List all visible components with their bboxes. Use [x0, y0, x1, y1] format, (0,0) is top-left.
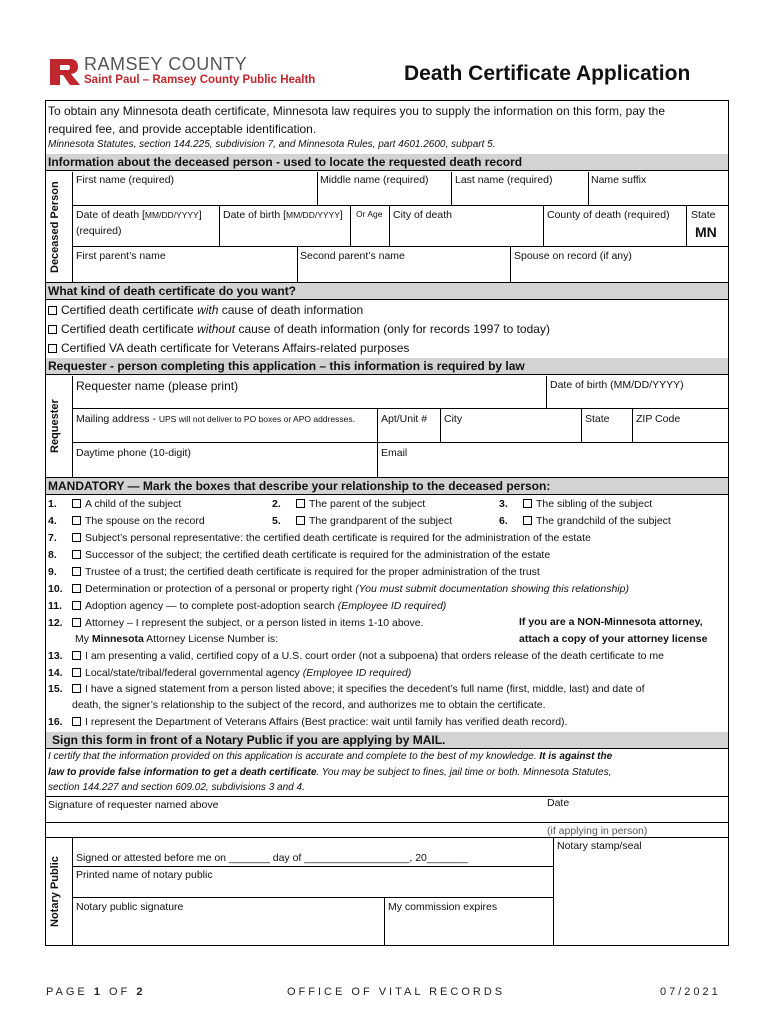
kind-option-with-cause[interactable] [48, 303, 363, 317]
checkbox-icon[interactable] [72, 668, 81, 677]
item-text: Attorney – I represent the subject, or a person listed in items 1-10 above. [85, 617, 424, 629]
checkbox-icon[interactable] [296, 499, 305, 508]
item-number: 8. [48, 549, 57, 561]
notary-signature-field[interactable]: Notary public signature [76, 901, 184, 913]
checkbox-icon[interactable] [48, 306, 57, 315]
sign-header: Sign this form in front of a Notary Public if you are applying by MAIL. [46, 732, 728, 749]
item-text: The grandparent of the subject [309, 515, 453, 527]
requester-dob-field[interactable]: Date of birth (MM/DD/YYYY) [550, 379, 684, 391]
relationship-item-5 [272, 515, 452, 527]
item-text: Adoption agency — to complete post-adoption search [85, 600, 338, 612]
notary-signed-field[interactable]: Signed or attested before me on _______ day of __________________, 20_______ [76, 852, 468, 864]
item-text: A child of the subject [85, 498, 182, 510]
checkbox-icon[interactable] [72, 651, 81, 660]
zip-field[interactable]: ZIP Code [636, 413, 681, 425]
checkbox-icon[interactable] [72, 499, 81, 508]
item-number: 14. [48, 667, 63, 679]
relationship-row-2 [48, 515, 205, 527]
page-title: Death Certificate Application [404, 62, 691, 85]
item-number: 13. [48, 650, 63, 662]
relationship-item-2 [272, 498, 425, 510]
relationship-item-6 [499, 515, 671, 527]
checkbox-icon[interactable] [48, 344, 57, 353]
relationship-item-9 [48, 566, 540, 578]
relationship-item-14 [48, 667, 411, 679]
attorney-license-field[interactable] [75, 633, 278, 645]
dod-end: ] [198, 209, 202, 221]
item-number: 7. [48, 532, 57, 544]
item-text: The parent of the subject [309, 498, 426, 510]
dob-format: MM/DD/YYYY [286, 210, 340, 220]
license-b: Minnesota [91, 633, 144, 645]
item-text: I have a signed statement from a person listed above; it specifies the decedent’s full name (first, middle, last) and date of [85, 683, 645, 695]
checkbox-icon[interactable] [72, 584, 81, 593]
checkbox-icon[interactable] [72, 533, 81, 542]
item-number: 6. [499, 515, 508, 527]
checkbox-icon[interactable] [72, 717, 81, 726]
last-name-field[interactable]: Last name (required) [455, 174, 553, 186]
page-b: OF [102, 986, 137, 998]
item-text: The grandchild of the subject [536, 515, 671, 527]
intro-line1: To obtain any Minnesota death certificate, Minnesota law requires you to supply the information on this form, pay the [48, 104, 666, 118]
dob-end: ] [339, 209, 343, 221]
logo [48, 56, 338, 92]
or-age-field[interactable]: Or Age [356, 209, 383, 219]
checkbox-icon[interactable] [48, 325, 57, 334]
state-label: State [691, 209, 716, 221]
name-suffix-field[interactable]: Name suffix [591, 174, 647, 186]
item-text: Trustee of a trust; the certified death certificate is required for the proper administration of the trust [85, 566, 540, 578]
opt1-a: Certified death certificate [61, 303, 198, 317]
dod-label: Date of death [ [76, 209, 145, 221]
requester-header: Requester - person completing this application – this information is required by law [46, 358, 728, 375]
requester-signature-field[interactable]: Signature of requester named above [48, 799, 219, 811]
city-field[interactable]: City [444, 413, 463, 425]
attorney-note-1: If you are a NON-Minnesota attorney, [519, 616, 703, 628]
item-note: (Employee ID required) [337, 600, 447, 612]
certify-line-2 [48, 767, 611, 778]
requester-side-label: Requester [49, 399, 61, 453]
logo-dept: Saint Paul – Ramsey County Public Health [84, 74, 316, 86]
item-text: Determination or protection of a personal or property right [85, 583, 356, 595]
item-text: Successor of the subject; the certified death certificate is required for the administration of the estate [85, 549, 551, 561]
relationship-item-8 [48, 549, 550, 561]
item-number: 12. [48, 617, 63, 629]
item-number: 11. [48, 600, 63, 612]
revision-date: 07/2021 [660, 986, 721, 998]
middle-name-field[interactable]: Middle name (required) [320, 174, 429, 186]
mailing-address-field[interactable] [76, 413, 355, 425]
kind-option-without-cause[interactable] [48, 322, 550, 336]
item-number: 5. [272, 515, 281, 527]
spouse-field[interactable]: Spouse on record (if any) [514, 250, 632, 262]
relationship-item-11 [48, 600, 446, 612]
dob-label: Date of birth [ [223, 209, 287, 221]
state-value: MN [695, 224, 717, 240]
item-number: 15. [48, 683, 63, 695]
relationship-item-12 [48, 617, 424, 629]
cert2a: law to provide false information to get a death certificate [48, 767, 317, 778]
office-name: OFFICE OF VITAL RECORDS [287, 986, 506, 998]
checkbox-icon[interactable] [72, 684, 81, 693]
dod-required: (required) [76, 225, 122, 237]
certify-line-1 [48, 751, 612, 762]
relationship-item-7 [48, 532, 591, 544]
apt-field[interactable]: Apt/Unit # [381, 413, 428, 425]
signature-date-field[interactable]: Date [547, 797, 570, 809]
item-note: (You must submit documentation showing this relationship) [355, 583, 629, 595]
deceased-header: Information about the deceased person - used to locate the requested death record [46, 154, 728, 171]
checkbox-icon[interactable] [296, 516, 305, 525]
email-field[interactable]: Email [381, 447, 408, 459]
requester-name-field[interactable]: Requester name (please print) [76, 379, 239, 393]
page-n: 1 [93, 986, 103, 998]
page-a: PAGE [46, 986, 94, 998]
state-field[interactable]: State [585, 413, 610, 425]
item-number: 16. [48, 716, 63, 728]
license-c: Attorney License Number is: [143, 633, 279, 645]
checkbox-icon[interactable] [72, 567, 81, 576]
relationship-item-15 [48, 683, 645, 695]
relationship-row-1 [48, 498, 181, 510]
opt2-b: cause of death information (only for records 1997 to today) [235, 322, 550, 336]
opt2-a: Certified death certificate [61, 322, 198, 336]
if-applying-note: (if applying in person) [547, 825, 648, 837]
item-number: 9. [48, 566, 57, 578]
checkbox-icon[interactable] [523, 516, 532, 525]
checkbox-icon[interactable] [72, 516, 81, 525]
attorney-note-2: attach a copy of your attorney license [519, 633, 708, 645]
checkbox-icon[interactable] [523, 499, 532, 508]
deceased-side-label: Deceased Person [49, 181, 61, 273]
county-of-death-field[interactable]: County of death (required) [547, 209, 670, 221]
item-text: Subject’s personal representative: the certified death certificate is required for the administration of the estate [85, 532, 591, 544]
relationship-item-15-line2: death, the signer’s relationship to the subject of the record, and authorizes me to obtain the certificate. [72, 699, 546, 711]
dod-format: MM/DD/YYYY [144, 210, 199, 220]
item-number: 10. [48, 583, 63, 595]
item-text: I am presenting a valid, certified copy of a U.S. court order (not a subpoena) that orders release of the death certificate to me [85, 650, 664, 662]
notary-stamp-area: Notary stamp/seal [557, 840, 642, 852]
ramsey-logo-icon [48, 57, 82, 87]
kind-option-va[interactable] [48, 341, 409, 355]
kind-header: What kind of death certificate do you want? [46, 283, 728, 300]
commission-expires-field[interactable]: My commission expires [388, 901, 498, 913]
item-number: 2. [272, 498, 281, 510]
relationship-item-10 [48, 583, 629, 595]
logo-county: RAMSEY COUNTY [84, 54, 248, 74]
opt3: Certified VA death certificate for Veterans Affairs-related purposes [61, 341, 410, 355]
certify-line-3: section 144.227 and section 609.02, subdivisions 3 and 4. [48, 782, 305, 793]
item-note: (Employee ID required) [302, 667, 412, 679]
item-text: Local/state/tribal/federal governmental agency [85, 667, 303, 679]
checkbox-icon[interactable] [72, 550, 81, 559]
second-parent-field[interactable]: Second parent’s name [300, 250, 405, 262]
item-number: 4. [48, 515, 57, 527]
date-of-birth-field[interactable] [223, 209, 343, 221]
opt1-i: with [197, 303, 219, 317]
relationship-item-3 [499, 498, 652, 510]
notary-printed-name-field[interactable]: Printed name of notary public [76, 869, 213, 881]
page-number [46, 986, 145, 998]
first-parent-field[interactable]: First parent’s name [76, 250, 166, 262]
checkbox-icon[interactable] [72, 601, 81, 610]
cert2b: . You may be subject to fines, jail time or both. Minnesota Statutes, [316, 767, 612, 778]
relationship-item-16 [48, 716, 567, 728]
notary-side-label: Notary Public [49, 856, 61, 927]
cert1a: I certify that the information provided on this application is accurate and complete to the best of my knowledge. [48, 751, 540, 762]
item-number: 3. [499, 498, 508, 510]
relationship-item-13 [48, 650, 664, 662]
cert1b: It is against the [539, 751, 613, 762]
item-text: The sibling of the subject [536, 498, 653, 510]
opt1-b: cause of death information [218, 303, 364, 317]
phone-field[interactable]: Daytime phone (10-digit) [76, 447, 191, 459]
first-name-field[interactable]: First name (required) [76, 174, 175, 186]
item-number: 1. [48, 498, 57, 510]
opt2-i: without [197, 322, 236, 336]
intro-line2: required fee, and provide acceptable identification. [48, 122, 317, 136]
mandatory-header: MANDATORY — Mark the boxes that describe your relationship to the deceased person: [46, 478, 728, 495]
mailing-label: Mailing address - [76, 413, 159, 425]
item-text: The spouse on the record [85, 515, 205, 527]
checkbox-icon[interactable] [72, 618, 81, 627]
city-of-death-field[interactable]: City of death [393, 209, 452, 221]
intro-statute: Minnesota Statutes, section 144.225, subdivision 7, and Minnesota Rules, part 4601.2600, subpart 5. [48, 139, 496, 150]
date-of-death-field[interactable] [76, 209, 202, 221]
license-a: My [75, 633, 92, 645]
page-t: 2 [136, 986, 146, 998]
mailing-note: UPS will not deliver to PO boxes or APO addresses. [158, 414, 355, 424]
item-text: I represent the Department of Veterans Affairs (Best practice: wait until family has verified death record). [85, 716, 568, 728]
